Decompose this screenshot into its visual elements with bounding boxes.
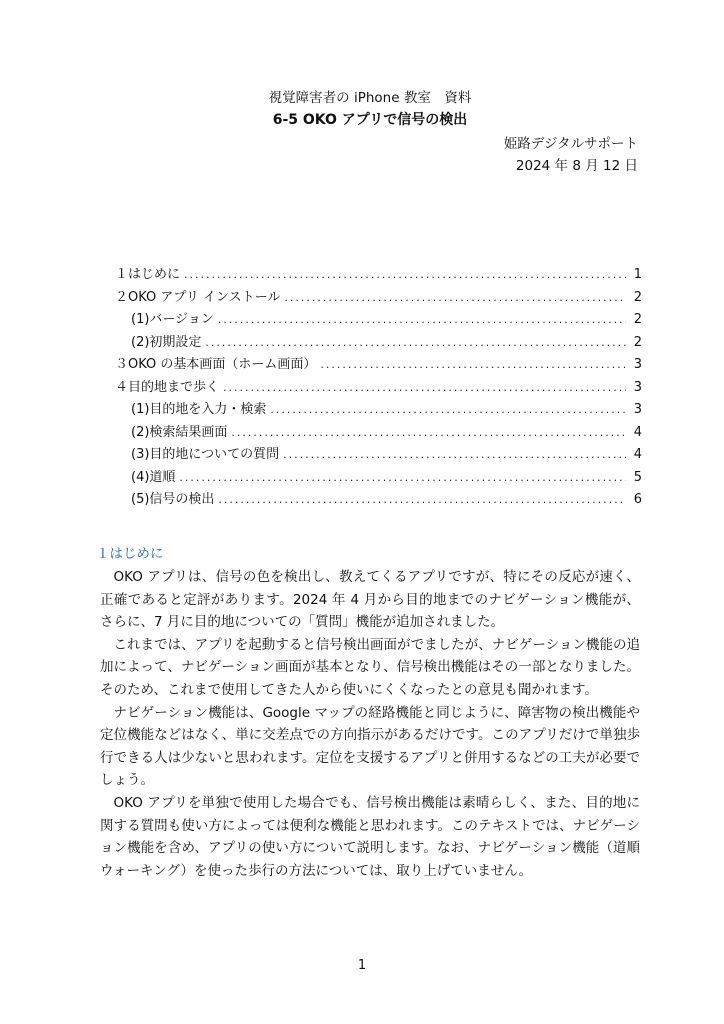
paragraph: ナビゲーション機能は、Google マップの経路機能と同じように、障害物の検出機能や定位機能などはなく、単に交差点での方向指示があるだけです。このアプリだけで単独歩行できる人は少ないと思われます。定位を支援するアプリと併用するなどの工夫が必要でしょう。 bbox=[100, 704, 640, 789]
toc-entry-label: ４目的地まで歩く bbox=[115, 379, 220, 395]
toc-leader-dots bbox=[223, 377, 626, 400]
toc-entry bbox=[115, 354, 642, 377]
toc-entry-label: (2)検索結果画面 bbox=[131, 424, 228, 440]
toc-leader-dots bbox=[218, 489, 626, 512]
toc-entry-page: 2 bbox=[633, 289, 642, 305]
toc-entry-page: 3 bbox=[633, 402, 642, 417]
paragraph: OKO アプリは、信号の色を検出し、教えてくるアプリですが、特にその反応が速く、正確であると定評があります。2024 年 4 月から目的地までのナビゲーション機能が、さらに、7 月に目的地についての「質問」機能が追加されました。 bbox=[100, 569, 640, 631]
toc-entry-label: (4)道順 bbox=[131, 469, 176, 485]
toc-entry-page: 4 bbox=[633, 447, 642, 462]
toc-entry bbox=[115, 332, 642, 355]
toc-entry-page: 5 bbox=[633, 469, 642, 485]
toc-leader-dots bbox=[184, 264, 626, 287]
paragraph: これまでは、アプリを起動すると信号検出画面がでましたが、ナビゲーション機能の追加によって、ナビゲーション画面が基本となり、信号検出機能はその一部となりました。そのため、これまで使用してきた人から使いにくくなったとの意見も聞かれます。 bbox=[100, 636, 640, 698]
paragraph: OKO アプリを単独で使用した場合でも、信号検出機能は素晴らしく、また、目的地に関する質問も使い方によっては便利な機能と思われます。このテキストでは、ナビゲーション機能を含め、アプリの使い方について説明します。なお、ナビゲーション機能（道順ウォーキング）を使った歩行の方法については、取り上げていません。 bbox=[100, 794, 640, 879]
toc-entry bbox=[115, 287, 642, 310]
organization-name: 姫路デジタルサポート bbox=[503, 136, 638, 152]
page-number: 1 bbox=[357, 958, 367, 973]
toc-entry-page: 1 bbox=[633, 267, 642, 282]
toc-entry-page: 2 bbox=[633, 312, 642, 327]
toc-entry bbox=[115, 444, 642, 467]
document-title: 6-5 OKO アプリで信号の検出 bbox=[272, 112, 468, 128]
toc-entry-label: １はじめに bbox=[115, 267, 181, 282]
toc-entry bbox=[115, 422, 642, 445]
toc-entry-page: 2 bbox=[633, 334, 642, 350]
toc-leader-dots bbox=[320, 354, 626, 377]
toc-leader-dots bbox=[231, 422, 626, 445]
document-subtitle: 視覚障害者の iPhone 教室 資料 bbox=[268, 90, 472, 106]
toc-entry-label: ２OKO アプリ インストール bbox=[115, 289, 281, 305]
toc-entry-label: (3)目的地についての質問 bbox=[131, 447, 280, 462]
toc-entry bbox=[115, 399, 642, 422]
toc-entry-label: (1)バージョン bbox=[131, 312, 214, 327]
toc-entry bbox=[115, 377, 642, 400]
toc-leader-dots bbox=[218, 309, 626, 332]
toc-leader-dots bbox=[270, 399, 626, 422]
toc-entry bbox=[115, 489, 642, 512]
document-header bbox=[0, 88, 724, 174]
introduction-section bbox=[96, 543, 640, 882]
toc-entry-label: (2)初期設定 bbox=[131, 334, 202, 350]
toc-entry-label: ３OKO の基本画面（ホーム画面） bbox=[115, 357, 317, 372]
section-heading: １はじめに bbox=[96, 546, 164, 562]
toc-leader-dots bbox=[284, 287, 626, 310]
toc-entry-page: 3 bbox=[633, 357, 642, 372]
toc-entry bbox=[115, 264, 642, 287]
toc-entry-page: 6 bbox=[633, 492, 642, 507]
table-of-contents bbox=[115, 264, 642, 512]
document-date: 2024 年 8 月 12 日 bbox=[515, 158, 638, 174]
toc-entry-label: (1)目的地を入力・検索 bbox=[131, 402, 267, 417]
toc-entry-label: (5)信号の検出 bbox=[131, 492, 215, 507]
toc-leader-dots bbox=[179, 467, 626, 490]
toc-entry-page: 3 bbox=[633, 379, 642, 395]
toc-leader-dots bbox=[283, 444, 626, 467]
toc-leader-dots bbox=[205, 332, 626, 355]
toc-entry bbox=[115, 309, 642, 332]
toc-entry-page: 4 bbox=[633, 424, 642, 440]
toc-entry bbox=[115, 467, 642, 490]
